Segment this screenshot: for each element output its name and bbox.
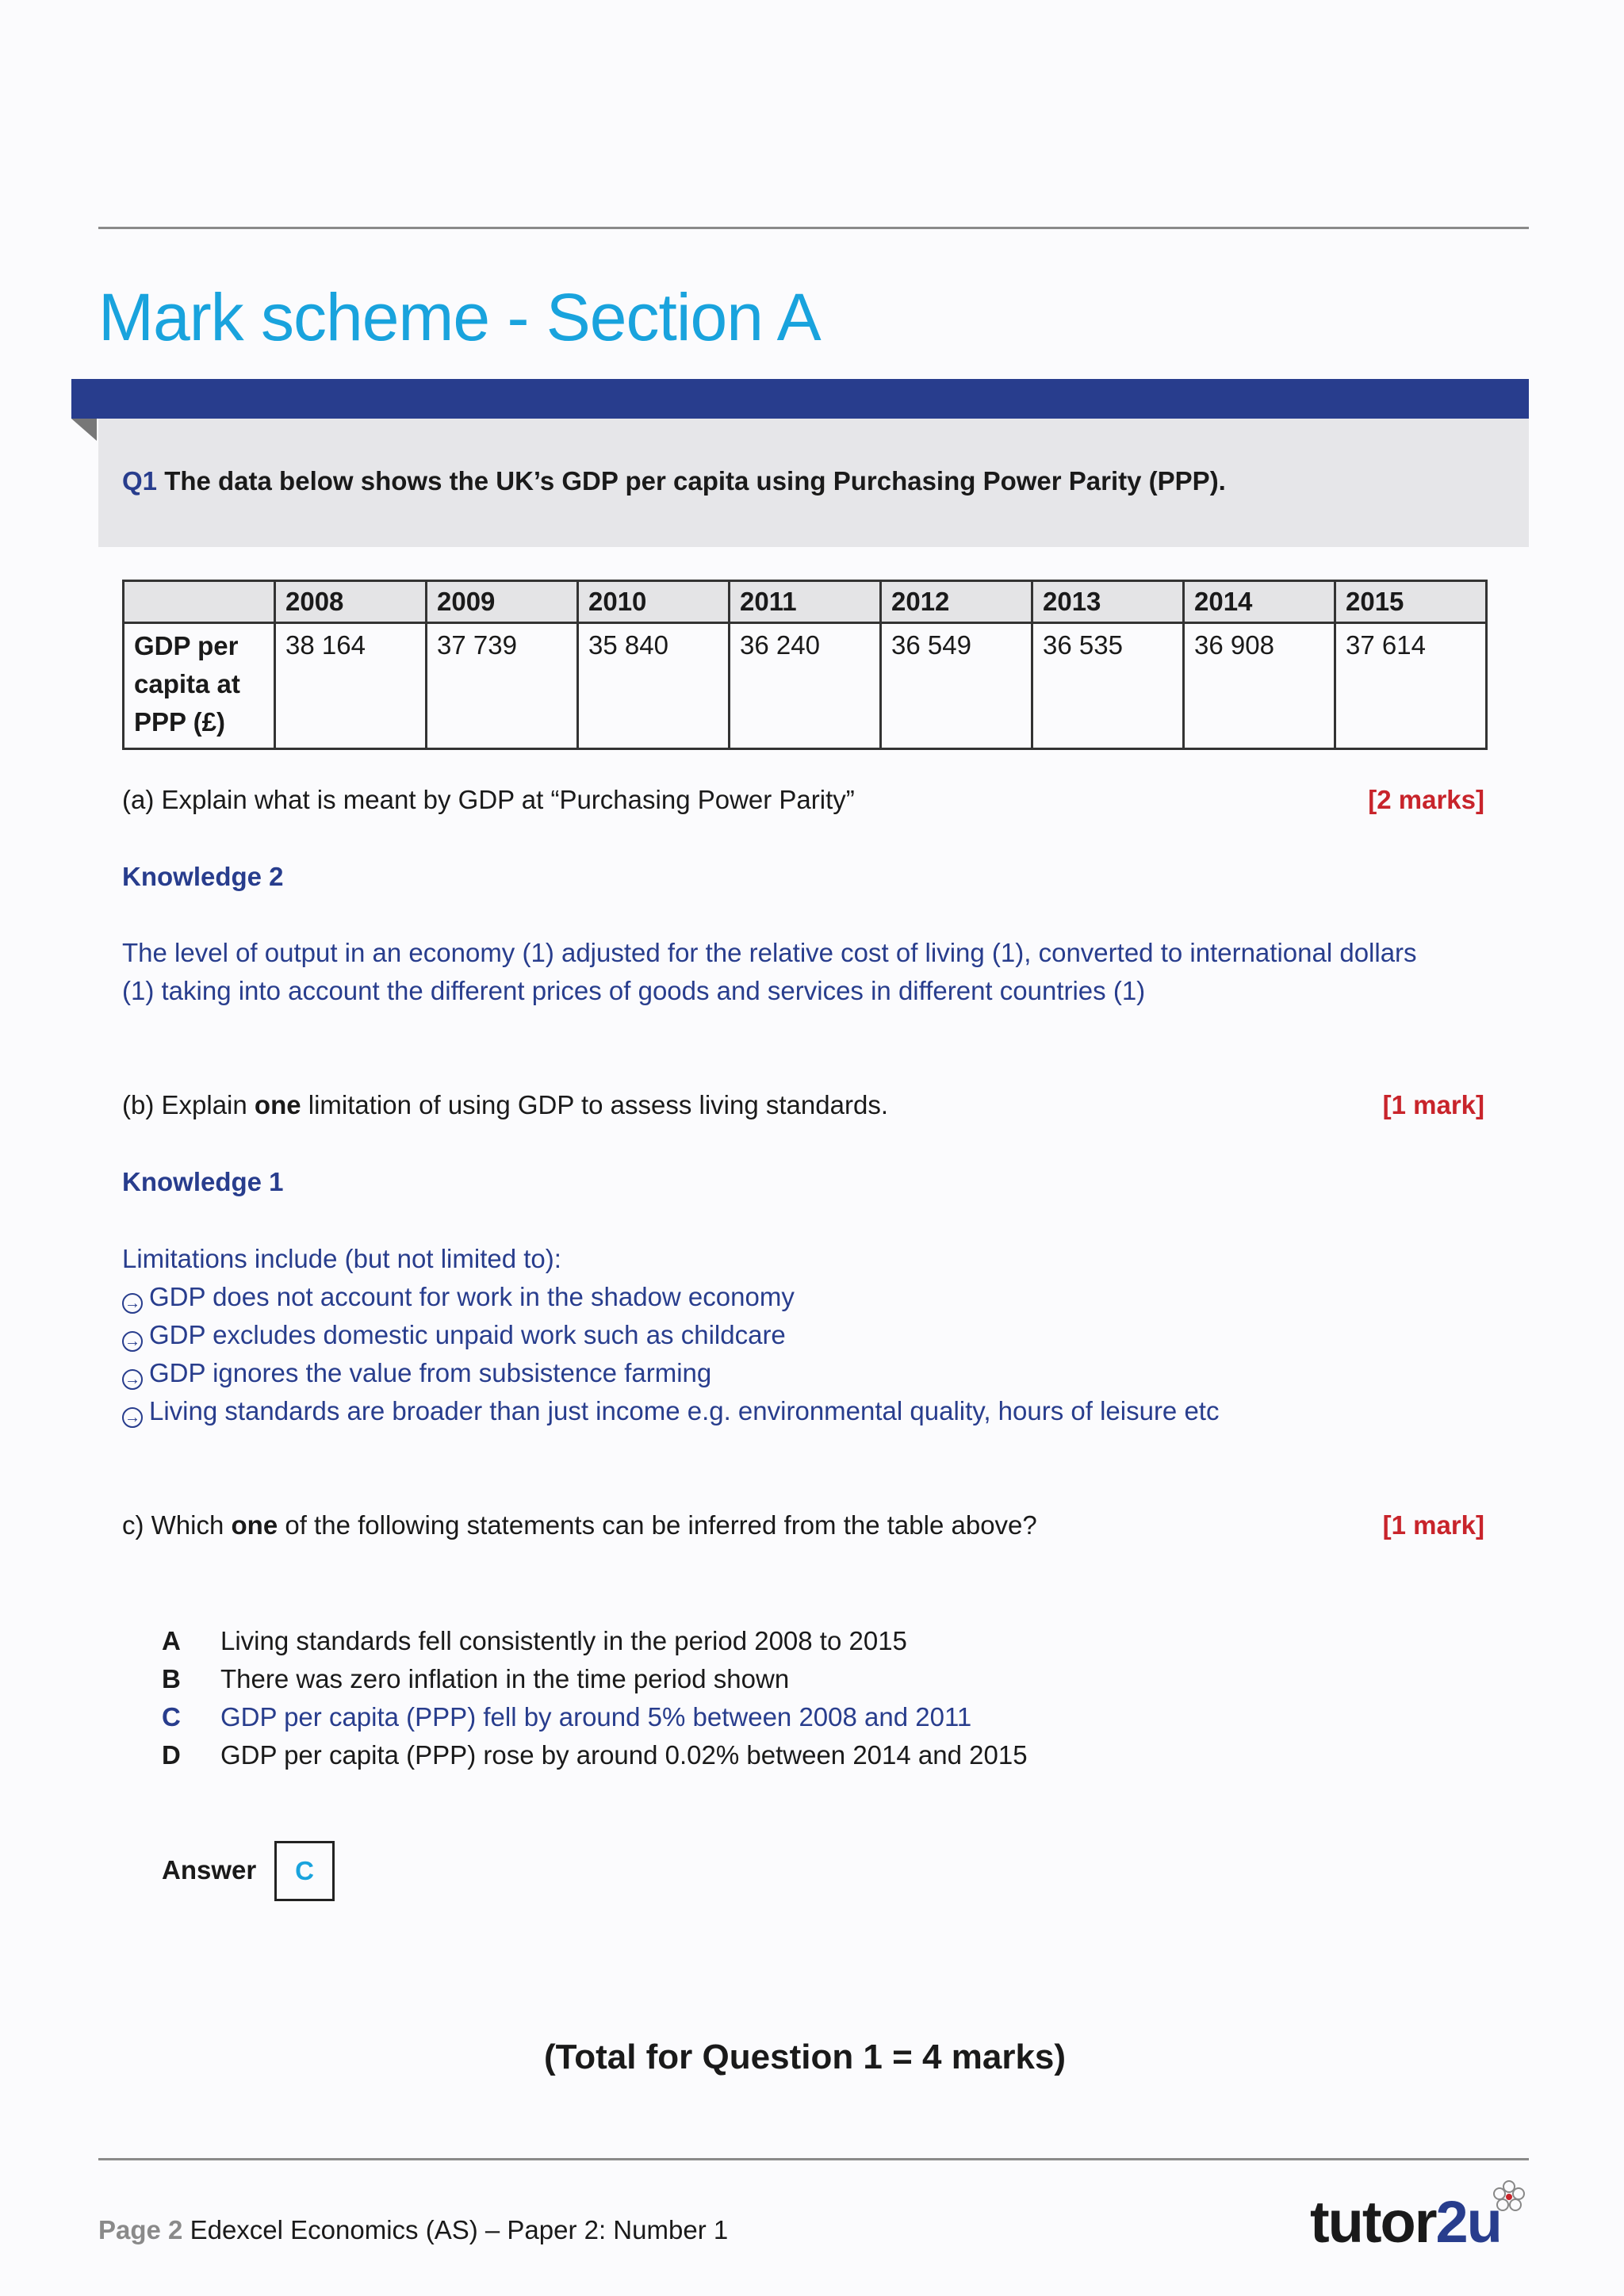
question-number: Q1 xyxy=(122,466,158,496)
part-a-answer xyxy=(122,934,1417,1010)
footer-text: Edexcel Economics (AS) – Paper 2: Number 1 xyxy=(182,2215,729,2244)
logo-accent: 2u xyxy=(1435,2189,1501,2255)
option-b xyxy=(162,1660,1028,1698)
gdp-table xyxy=(122,580,1488,750)
part-a-answer-line: (1) taking into account the different prices of goods and services in different countries (1) xyxy=(122,976,1146,1005)
answer-label: Answer xyxy=(162,1855,257,1885)
part-b-question-pre: (b) Explain xyxy=(122,1090,255,1119)
table-value-cell: 37 614 xyxy=(1335,623,1487,749)
part-c-question xyxy=(122,1510,1037,1540)
table-year-cell: 2013 xyxy=(1032,581,1184,623)
part-a-marks: [2 marks] xyxy=(1368,785,1484,814)
table-value-cell: 37 739 xyxy=(427,623,578,749)
section-banner xyxy=(71,379,1529,419)
option-letter: C xyxy=(162,1702,181,1732)
part-c-question-pre: c) Which xyxy=(122,1510,232,1540)
table-year-cell: 2010 xyxy=(578,581,730,623)
list-item xyxy=(122,1354,1219,1392)
footer xyxy=(98,2215,728,2245)
top-rule xyxy=(98,227,1529,229)
table-year-cell: 2008 xyxy=(275,581,427,623)
part-c-question-bold: one xyxy=(231,1510,278,1540)
table-year-cell: 2015 xyxy=(1335,581,1487,623)
answer-box: C xyxy=(274,1841,335,1901)
part-b-marks: [1 mark] xyxy=(1382,1090,1484,1119)
option-a xyxy=(162,1622,1028,1660)
flower-icon xyxy=(1489,2177,1529,2217)
part-a-question: (a) Explain what is meant by GDP at “Purchasing Power Parity” xyxy=(122,785,855,814)
part-a-answer-line: The level of output in an economy (1) adjusted for the relative cost of living (1), converted to international dollars xyxy=(122,938,1417,967)
arrow-circle-icon: → xyxy=(122,1331,143,1352)
list-item-text: GDP excludes domestic unpaid work such as childcare xyxy=(149,1320,786,1349)
options-list xyxy=(162,1622,1028,1774)
list-item-text: GDP ignores the value from subsistence farming xyxy=(149,1358,712,1387)
table-corner-cell xyxy=(124,581,275,623)
part-b-answer xyxy=(122,1240,1219,1430)
list-item xyxy=(122,1278,1219,1316)
list-item-text: GDP does not account for work in the shadow economy xyxy=(149,1282,795,1311)
part-b-question xyxy=(122,1090,888,1120)
table-value-cell: 36 908 xyxy=(1184,623,1335,749)
logo-main: tutor xyxy=(1310,2189,1436,2255)
banner-fold xyxy=(71,419,97,441)
option-text: GDP per capita (PPP) fell by around 5% between 2008 and 2011 xyxy=(220,1702,972,1732)
question-body: The data below shows the UK’s GDP per capita using Purchasing Power Parity (PPP). xyxy=(164,466,1226,496)
part-b-question-bold: one xyxy=(254,1090,301,1119)
table-value-cell: 36 240 xyxy=(730,623,881,749)
page-number: Page 2 xyxy=(98,2215,183,2244)
table-header-row xyxy=(124,581,1487,623)
bottom-rule xyxy=(98,2158,1529,2160)
table-year-cell: 2011 xyxy=(730,581,881,623)
table-row-label: GDP per capita at PPP (£) xyxy=(124,623,275,749)
part-c-question-post: of the following statements can be inferred from the table above? xyxy=(278,1510,1037,1540)
arrow-circle-icon: → xyxy=(122,1407,143,1428)
arrow-circle-icon: → xyxy=(122,1369,143,1390)
table-year-cell: 2009 xyxy=(427,581,578,623)
table-row xyxy=(124,623,1487,749)
list-item xyxy=(122,1392,1219,1430)
list-item-text: Living standards are broader than just income e.g. environmental quality, hours of leisure etc xyxy=(149,1396,1220,1425)
table-value-cell: 36 549 xyxy=(881,623,1032,749)
table-value-cell: 36 535 xyxy=(1032,623,1184,749)
option-letter: B xyxy=(162,1664,181,1693)
table-year-cell: 2012 xyxy=(881,581,1032,623)
part-b-knowledge: Knowledge 1 xyxy=(122,1167,284,1196)
part-b-intro: Limitations include (but not limited to): xyxy=(122,1244,561,1273)
arrow-circle-icon: → xyxy=(122,1293,143,1314)
question-text xyxy=(122,466,1226,496)
option-d xyxy=(162,1736,1028,1774)
tutor2u-logo xyxy=(1310,2188,1501,2256)
part-c-marks: [1 mark] xyxy=(1382,1510,1484,1540)
list-item xyxy=(122,1316,1219,1354)
table-year-cell: 2014 xyxy=(1184,581,1335,623)
option-text: GDP per capita (PPP) rose by around 0.02% between 2014 and 2015 xyxy=(220,1740,1028,1770)
option-c-correct xyxy=(162,1698,1028,1736)
option-text: Living standards fell consistently in the period 2008 to 2015 xyxy=(220,1626,907,1655)
part-b-question-post: limitation of using GDP to assess living standards. xyxy=(301,1090,888,1119)
option-letter: D xyxy=(162,1740,181,1770)
total-marks: (Total for Question 1 = 4 marks) xyxy=(543,2038,1067,2076)
page-title: Mark scheme - Section A xyxy=(98,280,821,354)
table-value-cell: 35 840 xyxy=(578,623,730,749)
option-letter: A xyxy=(162,1626,181,1655)
table-value-cell: 38 164 xyxy=(275,623,427,749)
part-a-knowledge: Knowledge 2 xyxy=(122,862,284,891)
option-text: There was zero inflation in the time period shown xyxy=(220,1664,790,1693)
